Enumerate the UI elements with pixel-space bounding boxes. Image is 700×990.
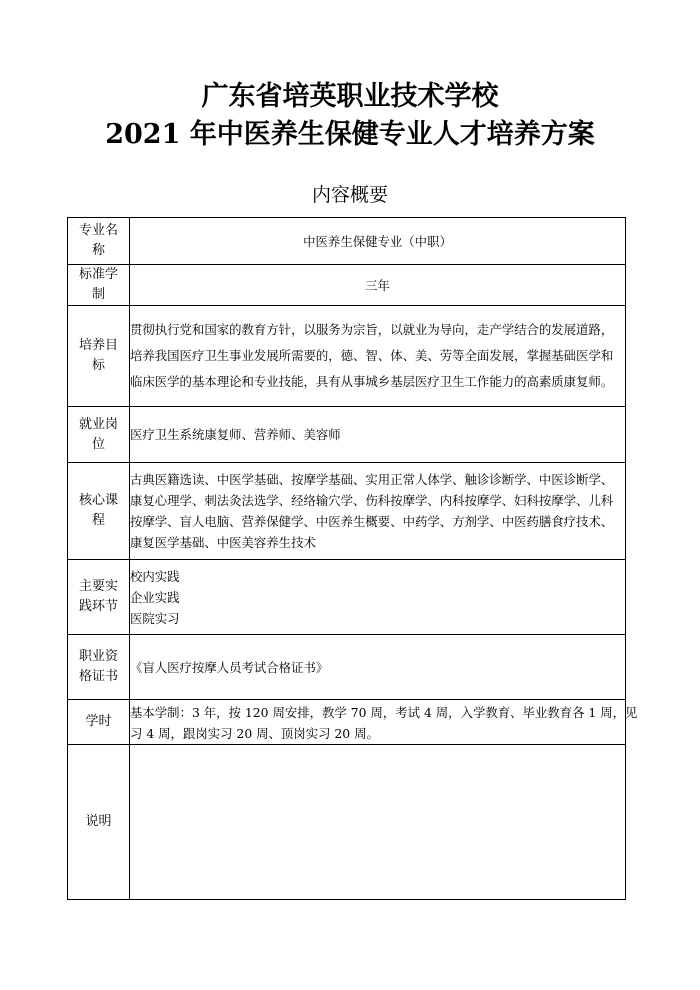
value-goal: 贯彻执行党和国家的教育方针，以服务为宗旨，以就业为导向，走产学结合的发展道路， 培养我国医疗卫生事业发展所需要的，德、智、体、美、劳等全面发展，掌握基础医学和 临床医学的基本理论和专业技能，具有从事城乡基层医疗卫生工作能力的高素质康复师。 <box>130 306 626 407</box>
table-row-goal <box>68 306 626 407</box>
label-duration: 标准学 制 <box>68 265 130 306</box>
table-row-jobs <box>68 407 626 463</box>
overview-table <box>67 217 638 900</box>
label-practice: 主要实 践环节 <box>68 560 130 635</box>
value-major: 中医养生保健专业（中职） <box>130 218 626 265</box>
table-row-hours <box>68 700 626 745</box>
table-row-practice <box>68 560 626 635</box>
label-major: 专业名 称 <box>68 218 130 265</box>
label-courses: 核心课 程 <box>68 463 130 560</box>
label-certificate: 职业资 格证书 <box>68 635 130 700</box>
table-row-major <box>68 218 626 265</box>
value-certificate: 《盲人医疗按摩人员考试合格证书》 <box>130 635 626 700</box>
value-courses: 古典医籍选读、中医学基础、按摩学基础、实用正常人体学、触诊诊断学、中医诊断学、 康复心理学、刺法灸法选学、经络输穴学、伤科按摩学、内科按摩学、妇科按摩学、儿科 按摩学、盲人电脑、营养保健学、中医养生概要、中药学、方剂学、中医药膳食疗技术、 康复医学基础、中医美容养生技术 <box>130 463 626 560</box>
label-goal: 培养目 标 <box>68 306 130 407</box>
table-row-courses <box>68 463 626 560</box>
value-practice: 校内实践 企业实践 医院实习 <box>130 560 626 635</box>
label-notes: 说明 <box>68 745 130 900</box>
value-hours: 基本学制：3 年，按 120 周安排，教学 70 周，考试 4 周，入学教育、毕业教育各 1 周，见 习 4 周，跟岗实习 20 周、顶岗实习 20 周。 <box>130 700 626 745</box>
value-duration: 三年 <box>130 265 626 306</box>
table-row-notes <box>68 745 626 900</box>
value-notes <box>130 745 626 900</box>
value-jobs: 医疗卫生系统康复师、营养师、美容师 <box>130 407 626 463</box>
document-title-plan: 2021 年中医养生保健专业人才培养方案 <box>105 119 595 150</box>
label-jobs: 就业岗 位 <box>68 407 130 463</box>
table-row-certificate <box>68 635 626 700</box>
label-hours: 学时 <box>68 700 130 745</box>
document-title-school: 广东省培英职业技术学校 <box>201 81 499 112</box>
table-row-duration <box>68 265 626 306</box>
section-subtitle: 内容概要 <box>311 184 388 206</box>
